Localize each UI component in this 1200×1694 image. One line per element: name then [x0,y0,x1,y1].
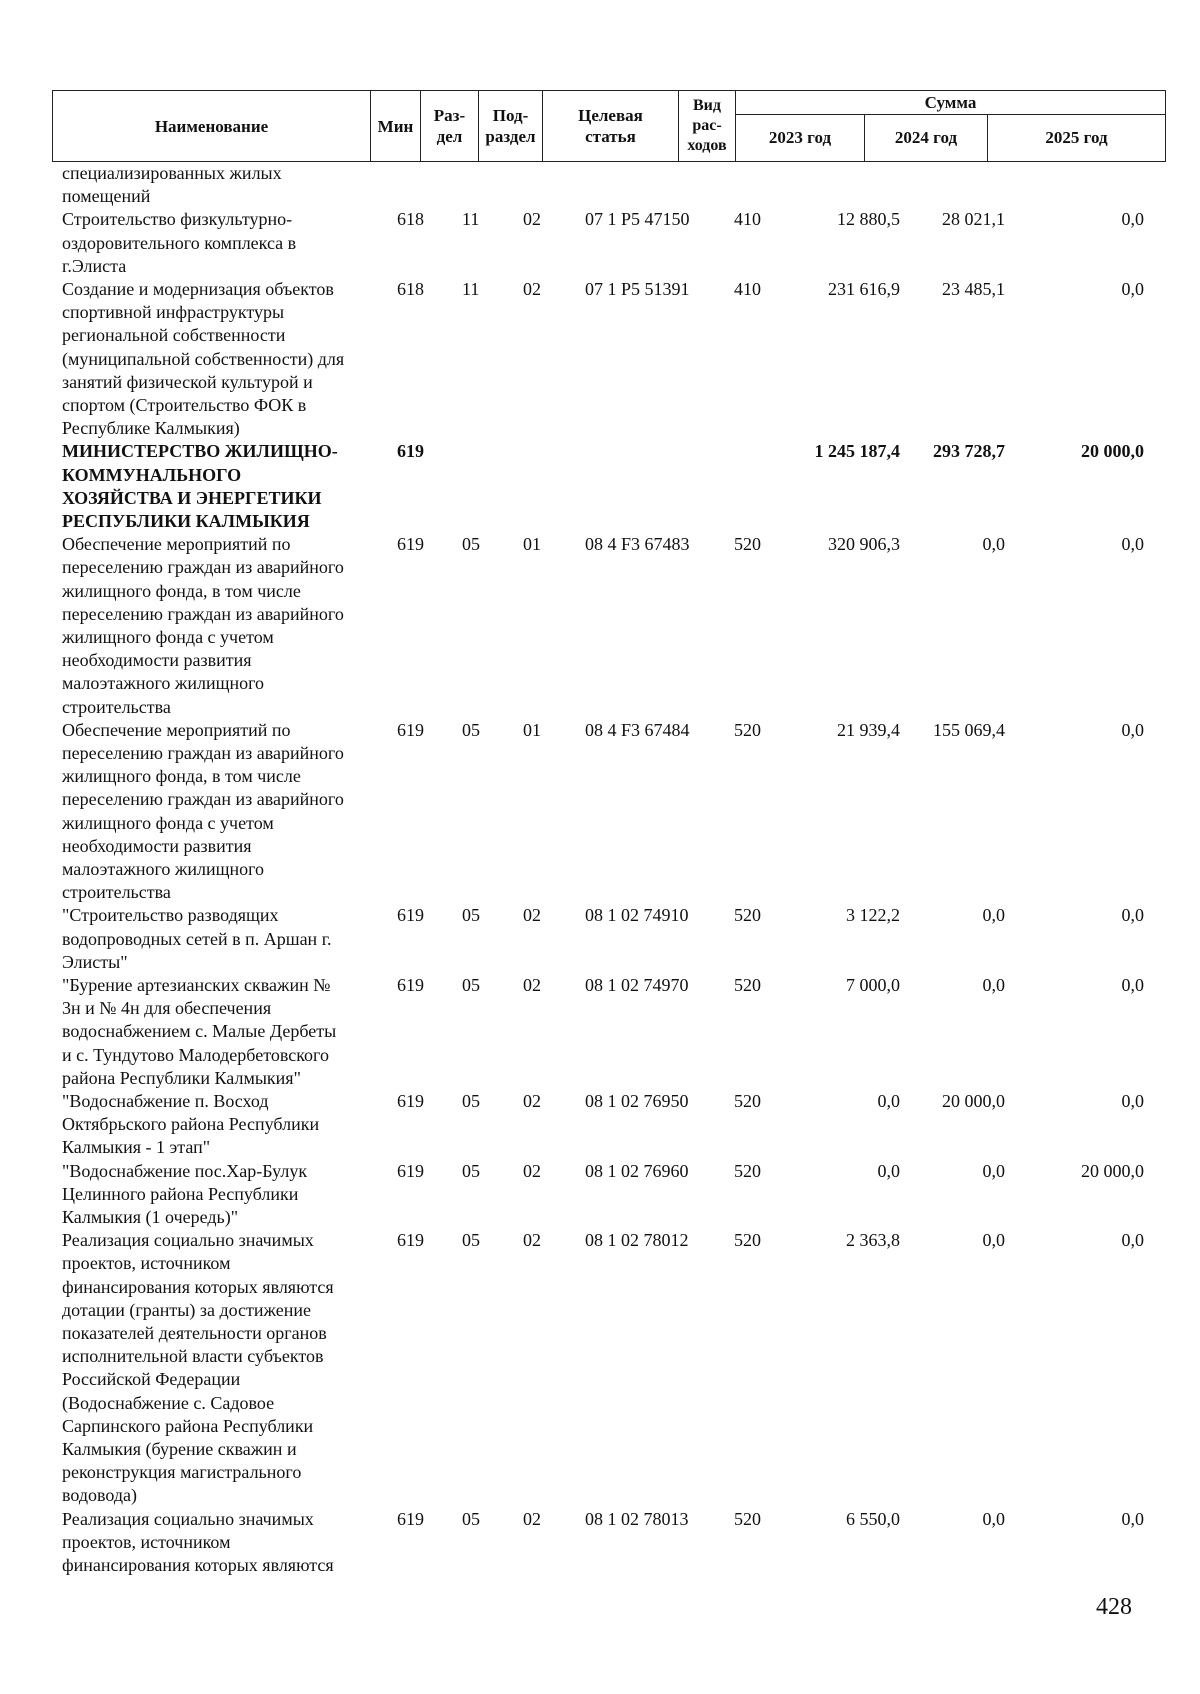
cell-cs: 08 4 F3 67484 [585,719,690,740]
row-name [62,208,382,278]
cell-podrazdel: 02 [523,1160,541,1181]
row-name [62,904,382,974]
row-name-line: Реализация социально значимых [62,1508,314,1529]
cell-s2024: 0,0 [982,1160,1005,1181]
cell-s2023: 1 245 187,4 [814,441,900,462]
cell-s2024: 20 000,0 [942,1091,1005,1111]
cell-min: 619 [397,1230,424,1251]
cell-s2025: 20 000,0 [1081,1160,1144,1181]
cell-vid: 520 [734,1160,761,1181]
cell-cs: 07 1 P5 51391 [585,279,690,299]
cell-cs: 08 1 02 74910 [585,905,689,926]
cell-razdel: 05 [462,1508,480,1529]
cell-s2024: 293 728,7 [933,441,1005,462]
cell-razdel: 05 [462,534,480,555]
row-name-line: (Водоснабжение с. Садовое [62,1392,275,1413]
row-name-line: проектов, источником [62,1253,231,1274]
page-number: 428 [1096,1594,1132,1620]
cell-cs: 08 1 02 76960 [585,1160,689,1181]
row-name-line: жилищного фонда, в том числе [62,766,301,787]
cell-min: 618 [397,279,424,299]
row-name-line: финансирования которых являются [62,1555,334,1575]
row-name-line: строительства [62,882,171,903]
cell-s2024: 0,0 [982,1230,1005,1251]
header-name [53,91,371,161]
row-name-line: помещений [62,186,151,207]
row-name-line: специализированных жилых [62,163,282,183]
row-name-line: г.Элиста [62,255,127,276]
cell-vid: 520 [734,1508,761,1529]
row-name-line: Российской Федерации [62,1369,241,1390]
cell-min: 619 [397,719,424,740]
cell-vid: 410 [734,279,761,299]
cell-vid: 410 [734,209,761,230]
cell-min: 619 [397,1091,424,1111]
cell-cs: 08 1 02 78013 [585,1508,689,1529]
row-name-line: жилищного фонда с учетом [62,812,274,833]
row-name-line: региональной собственности [62,325,286,346]
cell-s2023: 21 939,4 [837,719,900,740]
row-name-line: Калмыкия - 1 этап" [62,1137,211,1158]
row-name-line: необходимости развития [62,650,252,671]
cell-podrazdel: 02 [523,279,541,299]
cell-razdel: 05 [462,975,480,995]
table-header [52,90,1166,162]
row-name-line: спортивной инфраструктуры [62,302,285,323]
row-name-line: водопроводных сетей в п. Аршан г. [62,928,332,949]
cell-razdel: 05 [462,1160,480,1181]
row-name-line: КОММУНАЛЬНОГО [62,464,242,485]
cell-min: 619 [397,534,424,555]
cell-podrazdel: 02 [523,1230,541,1251]
header-cs-line2: статья [585,127,636,146]
cell-s2024: 0,0 [982,534,1005,555]
row-name [62,440,382,533]
row-name-line: проектов, источником [62,1531,231,1552]
header-name-label: Наименование [154,116,269,136]
cell-podrazdel: 02 [523,209,541,230]
row-name [62,1508,382,1578]
cell-min: 619 [397,441,424,462]
cell-cs: 08 1 02 78012 [585,1230,689,1251]
cell-s2025: 0,0 [1121,1508,1144,1529]
row-name-line: ХОЗЯЙСТВА И ЭНЕРГЕТИКИ [62,487,322,508]
cell-min: 619 [397,1508,424,1529]
cell-s2025: 0,0 [1121,209,1144,230]
header-min [371,91,421,161]
row-name [62,1160,382,1230]
row-name-line: Элисты" [62,951,128,972]
row-name-line: переселению граждан из аварийного [62,743,344,763]
header-razdel-line1: Раз- [433,106,466,125]
row-name-line: РЕСПУБЛИКИ КАЛМЫКИЯ [62,511,310,531]
cell-s2025: 0,0 [1121,279,1144,299]
row-name-line: переселению граждан из аварийного [62,557,344,578]
row-name-line: строительства [62,696,171,717]
cell-podrazdel: 01 [523,534,541,555]
header-vid-line3: ходов [687,137,727,154]
row-name-line: переселению граждан из аварийного [62,789,344,810]
row-name-line: (муниципальной собственности) для [62,348,345,369]
cell-s2023: 231 616,9 [828,279,900,299]
row-name [62,162,382,208]
row-name [62,1229,382,1507]
header-vid-label [687,96,726,156]
cell-s2025: 0,0 [1121,719,1144,740]
row-name [62,278,382,440]
cell-s2025: 20 000,0 [1081,441,1144,462]
cell-podrazdel: 02 [523,1091,541,1111]
row-name-line: малоэтажного жилищного [62,673,265,694]
header-podrazdel-line1: Под- [492,106,529,125]
row-name-line: Октябрьского района Республики [62,1114,320,1135]
header-2025-label: 2025 год [1045,128,1108,147]
cell-s2024: 0,0 [982,905,1005,926]
row-name-line: Республике Калмыкия) [62,418,240,439]
cell-podrazdel: 02 [523,1508,541,1529]
cell-s2024: 28 021,1 [942,209,1005,230]
cell-s2024: 0,0 [982,975,1005,995]
cell-razdel: 05 [462,905,480,926]
row-name-line: Сарпинского района Республики [62,1415,314,1436]
row-name-line: Целинного района Республики [62,1183,299,1204]
row-name [62,1090,382,1160]
cell-s2025: 0,0 [1121,975,1144,995]
row-name-line: Обеспечение мероприятий по [62,534,291,555]
header-podrazdel [479,91,543,161]
header-summa [736,91,1165,115]
cell-s2024: 23 485,1 [942,279,1005,299]
row-name-line: жилищного фонда, в том числе [62,580,301,601]
header-cs-line1: Целевая [578,106,643,125]
cell-s2024: 155 069,4 [933,719,1005,740]
header-vid-line1: Вид [693,97,721,114]
header-summa-label: Сумма [924,92,977,112]
cell-s2024: 0,0 [982,1508,1005,1529]
cell-razdel: 11 [462,279,480,299]
header-2024 [865,115,988,161]
header-podrazdel-label [485,105,535,147]
header-vid-line2: рас- [692,117,722,134]
header-razdel-label [434,105,465,147]
header-razdel-line2: дел [436,127,463,146]
row-name-line: водоснабжением с. Малые Дербеты [62,1021,337,1042]
row-name-line: Строительство физкультурно- [62,209,293,230]
row-name-line: занятий физической культурой и [62,371,313,392]
cell-s2023: 0,0 [877,1160,900,1181]
cell-podrazdel: 02 [523,905,541,926]
header-cs-label [578,105,643,147]
row-name-line: оздоровительного комплекса в [62,232,297,253]
cell-min: 619 [397,1160,424,1181]
row-name [62,719,382,905]
cell-razdel: 05 [462,1230,480,1251]
row-name-line: водовода) [62,1485,138,1506]
cell-podrazdel: 02 [523,975,541,995]
row-name-line: необходимости развития [62,835,252,856]
cell-cs: 08 4 F3 67483 [585,534,690,555]
cell-s2023: 320 906,3 [828,534,900,555]
cell-s2025: 0,0 [1121,1091,1144,1111]
cell-vid: 520 [734,1230,761,1251]
row-name-line: Калмыкия (бурение скважин и [62,1439,297,1460]
cell-vid: 520 [734,1091,761,1111]
cell-razdel: 05 [462,719,480,740]
header-vid [679,91,736,161]
row-name-line: малоэтажного жилищного [62,859,265,880]
header-razdel [421,91,479,161]
cell-cs: 08 1 02 76950 [585,1091,689,1111]
row-name-line: показателей деятельности органов [62,1323,327,1343]
cell-s2023: 12 880,5 [837,209,900,230]
row-name-line: финансирования которых являются [62,1276,334,1297]
header-2025 [988,115,1165,161]
row-name [62,974,382,1090]
cell-min: 618 [397,209,424,230]
row-name-line: Реализация социально значимых [62,1230,314,1251]
cell-cs: 08 1 02 74970 [585,975,689,995]
cell-min: 619 [397,975,424,995]
header-2023-label: 2023 год [768,128,832,147]
row-name-line: МИНИСТЕРСТВО ЖИЛИЩНО- [62,441,338,462]
row-name-line: жилищного фонда с учетом [62,627,274,647]
row-name-line: переселению граждан из аварийного [62,603,344,624]
row-name-line: реконструкция магистрального [62,1462,302,1483]
row-name [62,533,382,719]
row-name-line: Создание и модернизация объектов [62,279,334,299]
row-name-line: "Бурение артезианских скважин № [62,975,331,995]
cell-s2023: 0,0 [877,1091,900,1111]
cell-min: 619 [397,905,424,926]
header-podrazdel-line2: раздел [485,127,536,146]
cell-vid: 520 [734,975,761,995]
row-name-line: Обеспечение мероприятий по [62,719,291,740]
cell-s2025: 0,0 [1121,1230,1144,1251]
row-name-line: спортом (Строительство ФОК в [62,395,307,416]
cell-vid: 520 [734,534,761,555]
row-name-line: исполнительной власти субъектов [62,1346,324,1367]
cell-s2023: 3 122,2 [846,905,900,926]
header-2024-label: 2024 год [894,128,958,147]
row-name-line: "Строительство разводящих [62,905,279,926]
header-min-label: Мин [377,116,414,136]
cell-razdel: 05 [462,1091,480,1111]
row-name-line: 3н и № 4н для обеспечения [62,998,272,1019]
row-name-line: и с. Тундутово Малодербетовского [62,1044,329,1065]
cell-s2023: 6 550,0 [846,1508,900,1529]
row-name-line: "Водоснабжение п. Восход [62,1091,269,1111]
row-name-line: "Водоснабжение пос.Хар-Булук [62,1160,308,1181]
cell-s2023: 7 000,0 [846,975,900,995]
cell-s2023: 2 363,8 [846,1230,900,1251]
row-name-line: дотации (гранты) за достижение [62,1299,311,1320]
row-name-line: Калмыкия (1 очередь)" [62,1207,239,1227]
header-cs [543,91,679,161]
cell-podrazdel: 01 [523,719,541,740]
header-2023 [736,115,865,161]
cell-vid: 520 [734,719,761,740]
cell-s2025: 0,0 [1121,905,1144,926]
cell-cs: 07 1 P5 47150 [585,209,690,230]
cell-razdel: 11 [462,209,480,230]
cell-s2025: 0,0 [1121,534,1144,555]
row-name-line: района Республики Калмыкия" [62,1067,301,1088]
cell-vid: 520 [734,905,761,926]
